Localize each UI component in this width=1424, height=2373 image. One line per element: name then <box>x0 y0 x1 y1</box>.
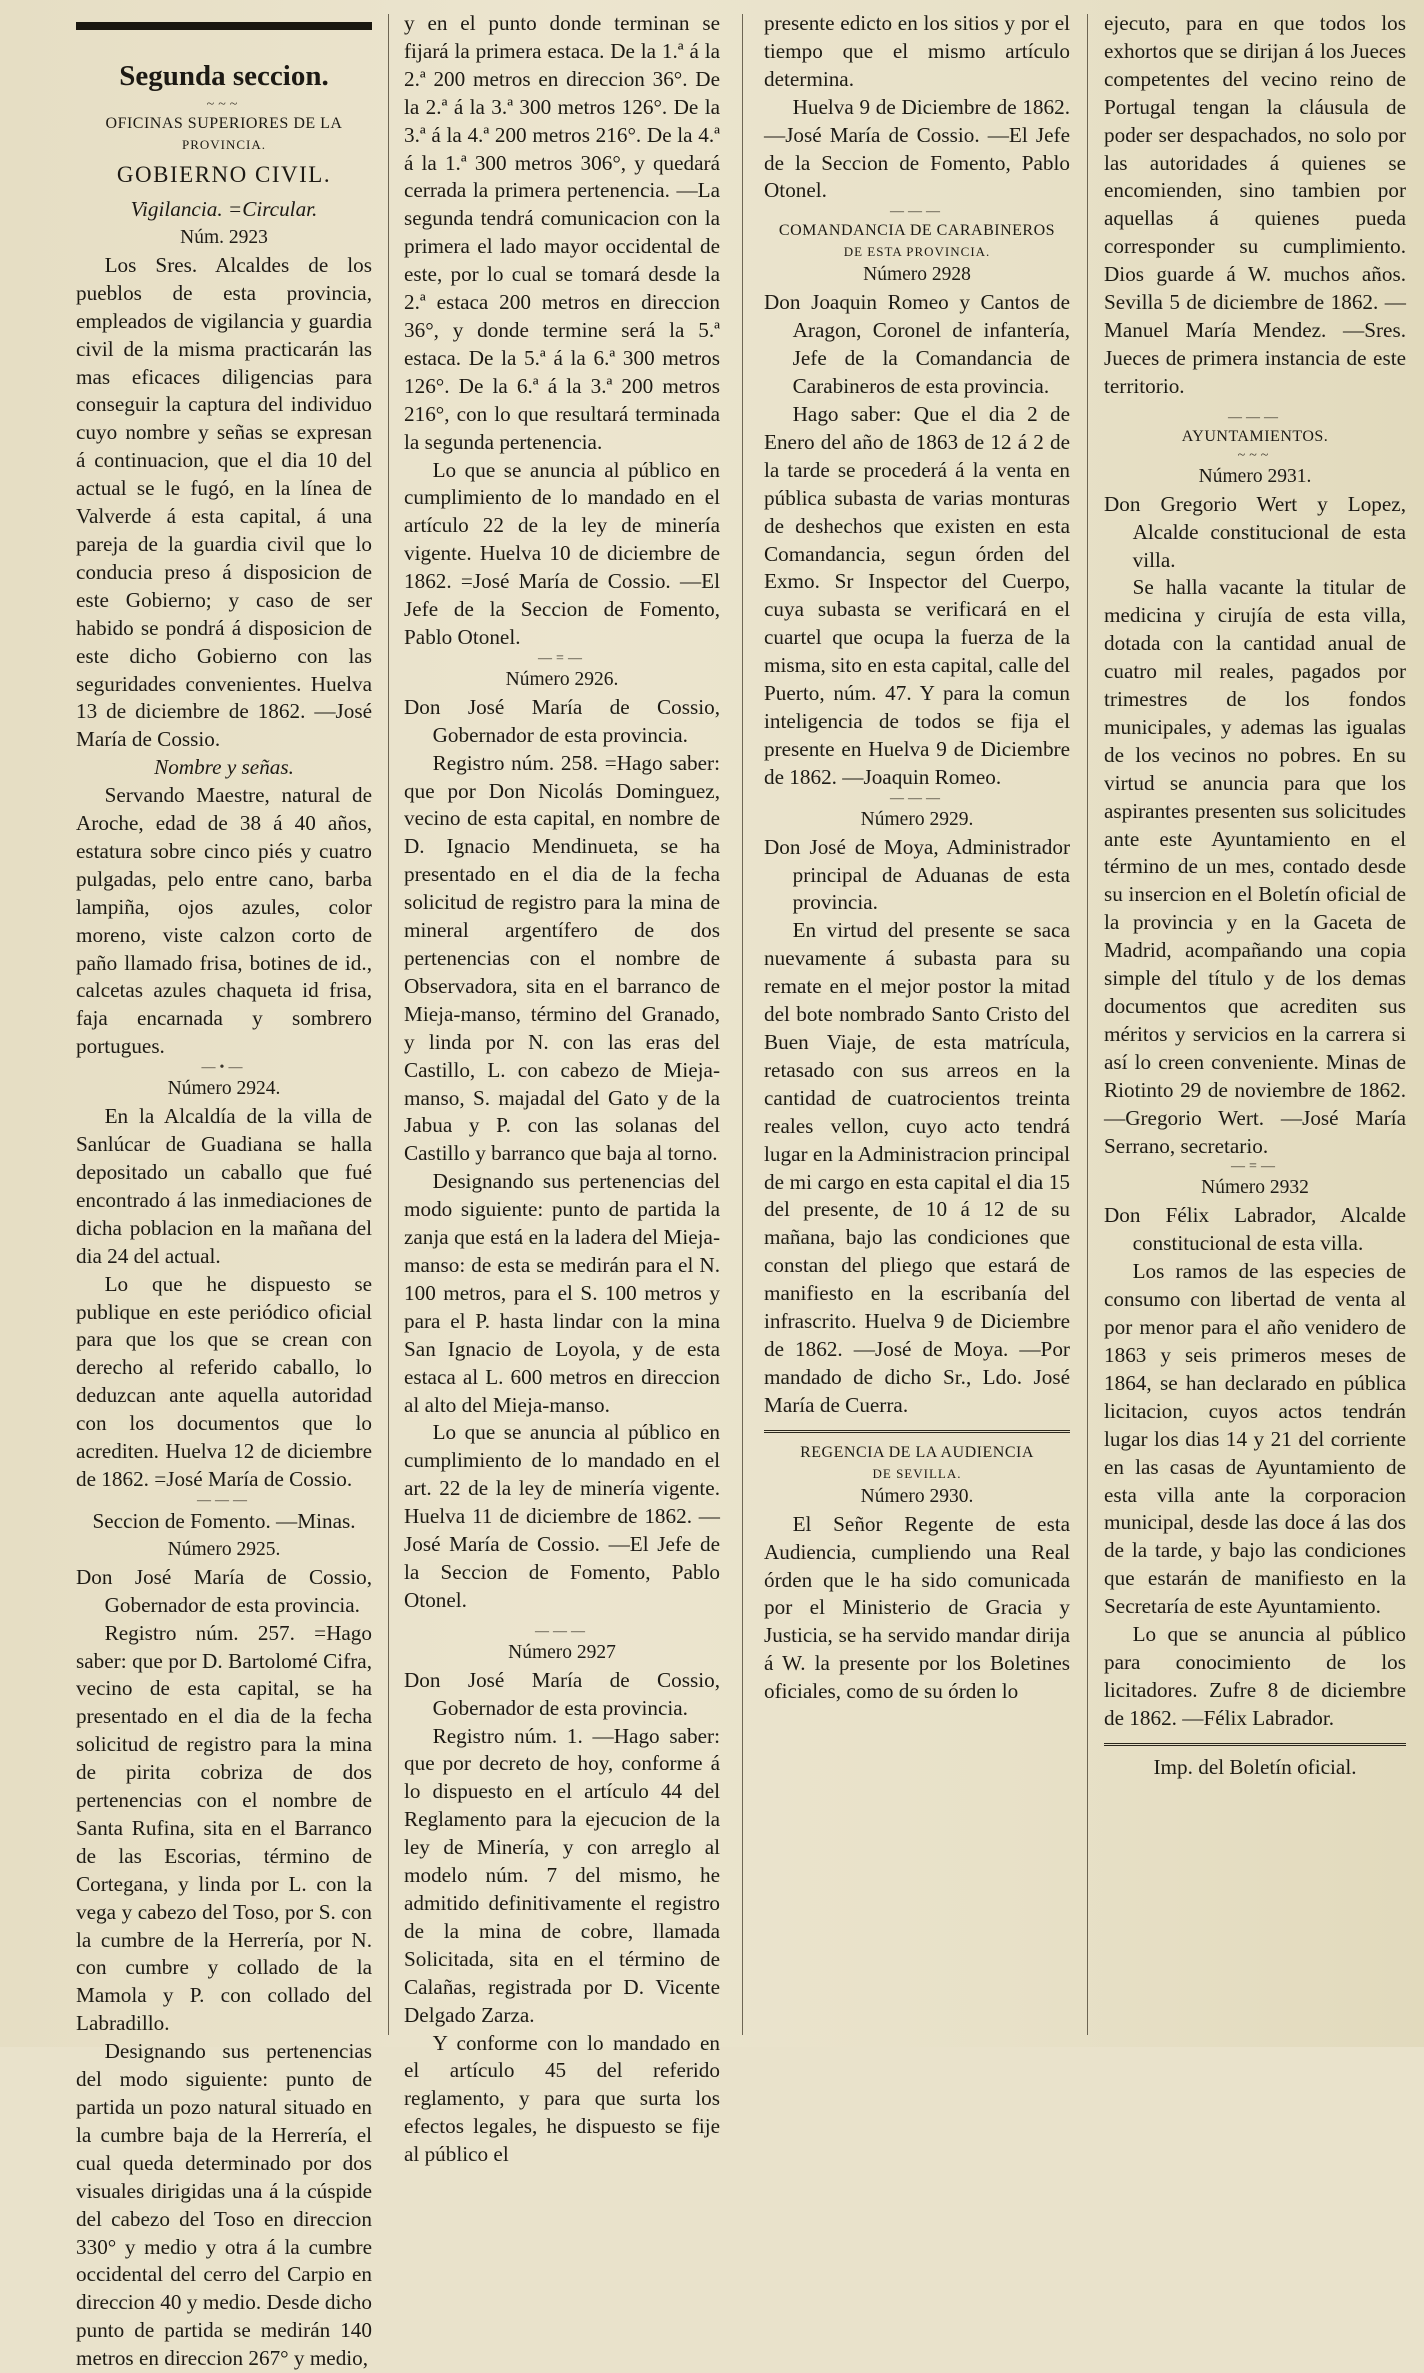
issuer-line: Don Gregorio Wert y Lopez, Alcalde constitucional de esta villa. <box>1104 491 1406 572</box>
centered-line: Imp. del Boletín oficial. <box>1153 1754 1357 1779</box>
paragraph: Lo que se anuncia al público en cumplimiento de lo mandado en el art. 22 de la ley de minería vigente. Huelva 11 de diciembre de 1862. —José María de Cossio. —El Jefe de la Seccion de Fomento, Pablo Otonel. <box>404 1420 720 1612</box>
paragraph: Lo que se anuncia al público para conocimiento de los licitadores. Zufre 8 de diciembre de 1862. —Félix Labrador. <box>1104 1622 1406 1730</box>
column-divider <box>742 14 743 2035</box>
paragraph: Huelva 9 de Diciembre de 1862. —José María de Cossio. —El Jefe de la Seccion de Fomento, Pablo Otonel. <box>764 94 1070 203</box>
paragraph: Hago saber: Que el dia 2 de Enero del año de 1863 de 12 á 2 de la tarde se procederá á la venta en pública subasta de varias monturas de deshechos que existen en esta Comandancia, segun órden del Exmo. Sr Inspector del Cuerpo, cuya subasta se verificará en el cuartel que ocupa la fuerza de la misma, sito en esta capital, calle del Puerto, núm. 47. Y para la comun inteligencia de todos se fija el presente en Huelva 9 de Diciembre de 1862. —Joaquin Romeo. <box>764 401 1070 789</box>
issuer-line: Don José María de Cossio, Gobernador de esta provincia. <box>76 1564 372 1617</box>
section-title: Segunda seccion. <box>119 60 329 92</box>
paragraph: En virtud del presente se saca nuevamente á subasta para su remate en el mejor postor la mitad del bote nombrado Santo Cristo del Buen Viaje, de esta matrícula, retasado con sus arreos en la cantidad de cuatrocientos treinta reales vellon, cuyo acto tendrá lugar en la Administracion principal de mi cargo en esta capital el dia 15 del presente, de 10 á 12 de su mañana, bajo las condiciones que constan del pliego que estará de manifiesto en la escribanía del infrascrito. Huelva 9 de Diciembre de 1862. —José de Moya. —Por mandado de dicho Sr., Ldo. José María de Cuerra. <box>764 918 1070 1417</box>
ornament-divider: ——— <box>535 1623 589 1639</box>
column-3 <box>764 10 1070 2037</box>
paragraph: presente edicto en los sitios y por el tiempo que el mismo artículo determina. <box>764 11 1070 91</box>
paragraph: ejecuto, para en que todos los exhortos que se dirijan á los Jueces competentes del vecino reino de Portugal tengan la cláusula de poder ser despachados, no solo por las autoridades á quienes se encomienden, sino tambien por aquellas á quienes pueda corresponder su cumplimiento. Dios guarde á W. muchos años. Sevilla 5 de diciembre de 1862. —Manuel María Mendez. —Sres. Jueces de primera instancia de este territorio. <box>1104 11 1406 398</box>
paragraph: Los ramos de las especies de consumo con libertad de venta al por menor para el año venidero de 1863 y seis primeros meses de 1864, se han declarado en pública licitacion, cuyos actos tendrán lugar los dias 14 y 21 del corriente en las casas de Ayuntamiento de esta villa ante la corporacion municipal, desde las doce á las dos de la tarde, y bajo las condiciones que estarán de manifiesto en la Secretaría de este Ayuntamiento. <box>1104 1259 1406 1619</box>
section-subheading: PROVINCIA. <box>181 137 267 152</box>
ornament-divider: —•— <box>201 1060 247 1076</box>
italic-subheading: Nombre y señas. <box>154 755 294 780</box>
italic-subheading: Vigilancia. =Circular. <box>130 197 318 221</box>
section-heading: COMANDANCIA DE CARABINEROS <box>778 222 1056 240</box>
notice-number: Número 2930. <box>860 1485 974 1507</box>
notice-number: Número 2929. <box>860 808 974 830</box>
ornament-divider: —=— <box>1231 1159 1279 1175</box>
paragraph: Registro núm. 258. =Hago saber: que por Don Nicolás Dominguez, vecino de esta capital, en nombre de D. Ignacio Mendinueta, se ha presentado en el dia de la fecha solicitud de registro para la mina de mineral argentífero de dos pertenencias con el nombre de Observadora, sita en el barranco de Mieja-manso, término del Granado, y linda por N. con las eras del Castillo, L. con cabezo de Mieja-manso, S. majadal del Gato y de la Jabua y P. con las solanas del Castillo y barranco que baja al torno. <box>404 750 720 1166</box>
section-heading: OFICINAS SUPERIORES DE LA <box>105 115 343 132</box>
notice-number: Número 2926. <box>505 668 619 690</box>
ornament-divider: ~~~ <box>1237 447 1273 463</box>
notice-number: Número 2931. <box>1198 465 1312 487</box>
paragraph: Lo que he dispuesto se publique en este periódico oficial para que los que se crean con derecho al referido caballo, lo deduzcan ante aquella autoridad con los documentos que lo acrediten. Huelva 12 de diciembre de 1862. =José María de Cossio. <box>76 1271 372 1491</box>
section-subheading: DE SEVILLA. <box>872 1465 962 1481</box>
paragraph: Designando sus pertenencias del modo siguiente: punto de partida un pozo natural situado en la cumbre baja de la Herrería, el cual queda determinado por dos visuales dirigidas una á la cúspide del cabezo del Toso en direccion 330° y medio y otra á la cumbre occidental del cerro del Carpio en direccion 40 y medio. Desde dicho punto de partida se medirán 140 metros en direccion 267° y medio, <box>76 2039 372 2371</box>
section-heading: AYUNTAMIENTOS. <box>1181 427 1329 445</box>
column-2 <box>404 10 720 2167</box>
section-heading: REGENCIA DE LA AUDIENCIA <box>800 1443 1034 1461</box>
notice-number: Número 2932 <box>1201 1177 1309 1199</box>
centered-line: Seccion de Fomento. —Minas. <box>92 1508 356 1533</box>
issuer-line: Don José María de Cossio, Gobernador de esta provincia. <box>404 1667 720 1720</box>
ornament-divider: ——— <box>197 1492 251 1508</box>
paragraph: Registro núm. 257. =Hago saber: que por D. Bartolomé Cifra, vecino de esta capital, se ha presentado en el dia de la fecha solicitud de registro para la mina de pirita cobriza de dos pertenencias con el nombre de Santa Rufina, sita en el Barranco de las Escorias, término de Cortegana, y linda por L. con la vega y cabezo del Toso, por S. con la cumbre de la Herrería, por N. con cumbre y collado de la Mamola y P. con collado del Labradillo. <box>76 1620 372 2036</box>
column-4 <box>1104 10 1406 2037</box>
ornament-divider: ~~~ <box>206 97 242 112</box>
ornament-divider: ——— <box>890 204 944 220</box>
section-rule <box>764 1430 1070 1433</box>
paragraph: Se halla vacante la titular de medicina y cirujía de esta villa, dotada con la cantidad anual de cuatro mil reales, pagados por trimestres de los fondos municipales, y ademas las igualas de los vecinos no pobres. En su virtud se anuncia para que los aspirantes presenten sus solicitudes ante este Ayuntamiento en el término de un mes, contado desde su insercion en el Boletín oficial de la provincia y en la Gaceta de Madrid, acompañando una copia simple del título y de los demas documentos que acrediten sus méritos y servicios en la carrera si así lo creen conveniente. Minas de Riotinto 29 de noviembre de 1862. —Gregorio Wert. —José María Serrano, secretario. <box>1104 575 1406 1158</box>
notice-number: Número 2925. <box>167 1538 281 1560</box>
ornament-divider: ——— <box>890 790 944 806</box>
notice-number: Número 2927 <box>508 1641 616 1663</box>
issuer-line: Don José de Moya, Administrador principal de Aduanas de esta provincia. <box>764 834 1070 915</box>
column-divider <box>388 14 389 2035</box>
paragraph: y en el punto donde terminan se fijará la primera estaca. De la 1.ª á la 2.ª 200 metros en direccion 36°. De la 2.ª á la 3.ª 300 metros 126°. De la 3.ª á la 4.ª 200 metros 216°. De la 4.ª á la 1.ª 300 metros 306°, y quedará cerrada la primera pertenencia. —La segunda tendrá comunicacion con la primera el lado mayor occidental de este, por lo cual se tomará desde la 2.ª estaca 200 metros en direccion 36°, y donde termine será la 5.ª estaca. De la 5.ª á la 6.ª 300 metros 126°. De la 6.ª á la 3.ª 200 metros 216°, con lo que resultará terminada la segunda pertenencia. <box>404 11 720 454</box>
issuer-line: Don Joaquin Romeo y Cantos de Aragon, Coronel de infantería, Jefe de la Comandancia de Carabineros de esta provincia. <box>764 290 1070 399</box>
paragraph: El Señor Regente de esta Audiencia, cumpliendo una Real órden que le ha sido comunicada por el Ministerio de Gracia y Justicia, se ha servido mandar dirija á W. la presente por los Boletines oficiales, como de su órden lo <box>764 1511 1070 1704</box>
column-divider <box>1087 14 1088 2035</box>
paragraph: Registro núm. 1. —Hago saber: que por decreto de hoy, conforme á lo dispuesto en el artículo 44 del Reglamento para la ejecucion de la ley de Minería, y con arreglo al modelo núm. 7 del mismo, he admitido definitivamente el registro de la mina de cobre, llamada Solicitada, sita en el término de Calañas, registrada por D. Vicente Delgado Zarza. <box>404 1723 720 2027</box>
paragraph: En la Alcaldía de la villa de Sanlúcar de Guadiana se halla depositado un caballo que fué encontrado á las inmediaciones de dicha poblacion en la mañana del dia 24 del actual. <box>76 1104 372 1268</box>
ornament-divider: —=— <box>538 650 586 666</box>
notice-number: Número 2924. <box>167 1078 281 1100</box>
paragraph: Y conforme con lo mandado en el artículo 45 del referido reglamento, y para que surta los efectos legales, he dispuesto se fije al público el <box>404 2030 720 2167</box>
paragraph: Lo que se anuncia al público en cumplimiento de lo mandado en el artículo 22 de la ley de minería vigente. Huelva 10 de diciembre de 1862. =José María de Cossio. —El Jefe de la Seccion de Fomento, Pablo Otonel. <box>404 457 720 649</box>
notice-number: Número 2928 <box>863 264 971 286</box>
ornament-divider: ——— <box>1228 409 1282 425</box>
column-1 <box>76 10 372 2371</box>
paragraph: Los Sres. Alcaldes de los pueblos de esta provincia, empleados de vigilancia y guardia civil de la misma practicarán las mas eficaces diligencias para conseguir la captura del individuo cuyo nombre y señas se expresan á continuacion, que el dia 10 del actual se le fugó, en la línea de Valverde á esta capital, á una pareja de la guardia civil que lo conducia preso á disposicion de este Gobierno; y caso de ser habido se pondrá á disposicion de este dicho Gobierno con las seguridades convenientes. Huelva 13 de diciembre de 1862. —José María de Cossio. <box>76 252 372 752</box>
section-subheading: DE ESTA PROVINCIA. <box>843 244 991 260</box>
issuer-line: Don José María de Cossio, Gobernador de esta provincia. <box>404 694 720 747</box>
paragraph: Designando sus pertenencias del modo siguiente: punto de partida la zanja que está en la ladera del Mieja-manso: de esta se medirán para el N. 100 metros, para el S. 100 metros y para el P. hasta lindar con la mina San Ignacio de Loyola, y de esta estaca al L. 600 metros en direccion al alto del Mieja-manso. <box>404 1169 720 1417</box>
header-rule <box>76 22 372 30</box>
issuer-line: Don Félix Labrador, Alcalde constitucional de esta villa. <box>1104 1203 1406 1256</box>
notice-number: Núm. 2923 <box>180 226 268 248</box>
section-heading: GOBIERNO CIVIL. <box>116 162 332 187</box>
section-rule <box>1104 1743 1406 1746</box>
paragraph: Servando Maestre, natural de Aroche, edad de 38 á 40 años, estatura sobre cinco piés y cuatro pulgadas, pelo entre cano, barba lampiña, ojos azules, color moreno, viste calzon corto de paño llamado frisa, botines de id., calcetas azules chaqueta id frisa, faja encarnada y sombrero portugues. <box>76 783 372 1059</box>
